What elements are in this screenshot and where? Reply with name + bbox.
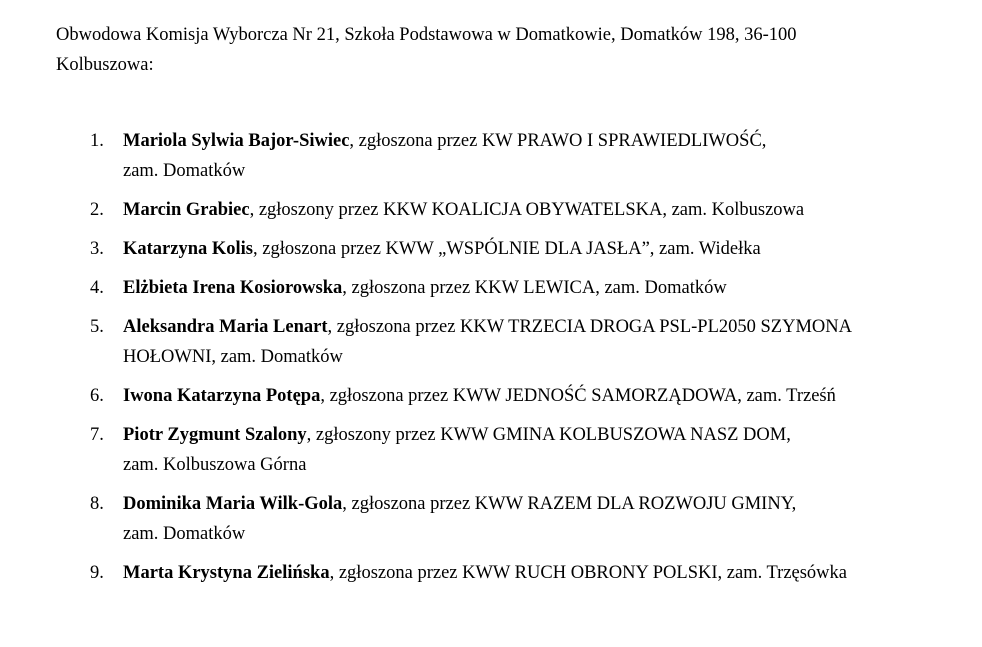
member-address: zam. Domatków	[123, 161, 246, 181]
member-name: Marcin Grabiec	[123, 200, 250, 220]
member-name: Mariola Sylwia Bajor-Siwiec	[123, 131, 350, 151]
list-item	[0, 420, 982, 480]
member-name: Elżbieta Irena Kosiorowska	[123, 278, 343, 298]
member-list	[0, 126, 982, 597]
list-item	[0, 381, 982, 411]
member-name: Marta Krystyna Zielińska	[123, 563, 330, 583]
member-details: , zgłoszona przez KWW JEDNOŚĆ SAMORZĄDOWA, zam. Trześń	[320, 386, 836, 406]
member-details: , zgłoszona przez KKW LEWICA, zam. Domatków	[342, 278, 727, 298]
list-item	[0, 489, 982, 549]
member-address: HOŁOWNI, zam. Domatków	[123, 347, 343, 367]
member-details: , zgłoszona przez KWW RUCH OBRONY POLSKI, zam. Trzęsówka	[329, 563, 848, 583]
item-number: 1.	[90, 131, 104, 151]
item-number: 5.	[90, 317, 104, 337]
item-number: 8.	[90, 494, 104, 514]
member-address: zam. Kolbuszowa Górna	[123, 455, 307, 475]
header-line-1: Obwodowa Komisja Wyborcza Nr 21, Szkoła Podstawowa w Domatkowie, Domatków 198, 36-100	[56, 25, 797, 45]
header-line-2: Kolbuszowa:	[56, 55, 154, 75]
list-item	[0, 234, 982, 264]
list-item	[0, 558, 982, 588]
member-name: Iwona Katarzyna Potępa	[123, 386, 321, 406]
member-details: , zgłoszona przez KWW RAZEM DLA ROZWOJU GMINY,	[342, 494, 797, 514]
list-item	[0, 126, 982, 186]
member-name: Aleksandra Maria Lenart	[123, 317, 328, 337]
commission-header	[56, 20, 936, 80]
member-name: Dominika Maria Wilk-Gola	[123, 494, 343, 514]
item-number: 7.	[90, 425, 104, 445]
item-number: 9.	[90, 563, 104, 583]
member-details: , zgłoszony przez KWW GMINA KOLBUSZOWA NASZ DOM,	[306, 425, 791, 445]
list-item	[0, 312, 982, 372]
member-name: Katarzyna Kolis	[123, 239, 254, 259]
member-details: , zgłoszona przez KKW TRZECIA DROGA PSL-PL2050 SZYMONA	[327, 317, 852, 337]
list-item	[0, 273, 982, 303]
member-address: zam. Domatków	[123, 524, 246, 544]
list-item	[0, 195, 982, 225]
member-name: Piotr Zygmunt Szalony	[123, 425, 307, 445]
member-details: , zgłoszona przez KWW „WSPÓLNIE DLA JASŁA”, zam. Widełka	[253, 239, 761, 259]
item-number: 6.	[90, 386, 104, 406]
item-number: 4.	[90, 278, 104, 298]
member-details: , zgłoszona przez KW PRAWO I SPRAWIEDLIWOŚĆ,	[349, 131, 767, 151]
item-number: 3.	[90, 239, 104, 259]
item-number: 2.	[90, 200, 104, 220]
member-details: , zgłoszony przez KKW KOALICJA OBYWATELSKA, zam. Kolbuszowa	[249, 200, 805, 220]
